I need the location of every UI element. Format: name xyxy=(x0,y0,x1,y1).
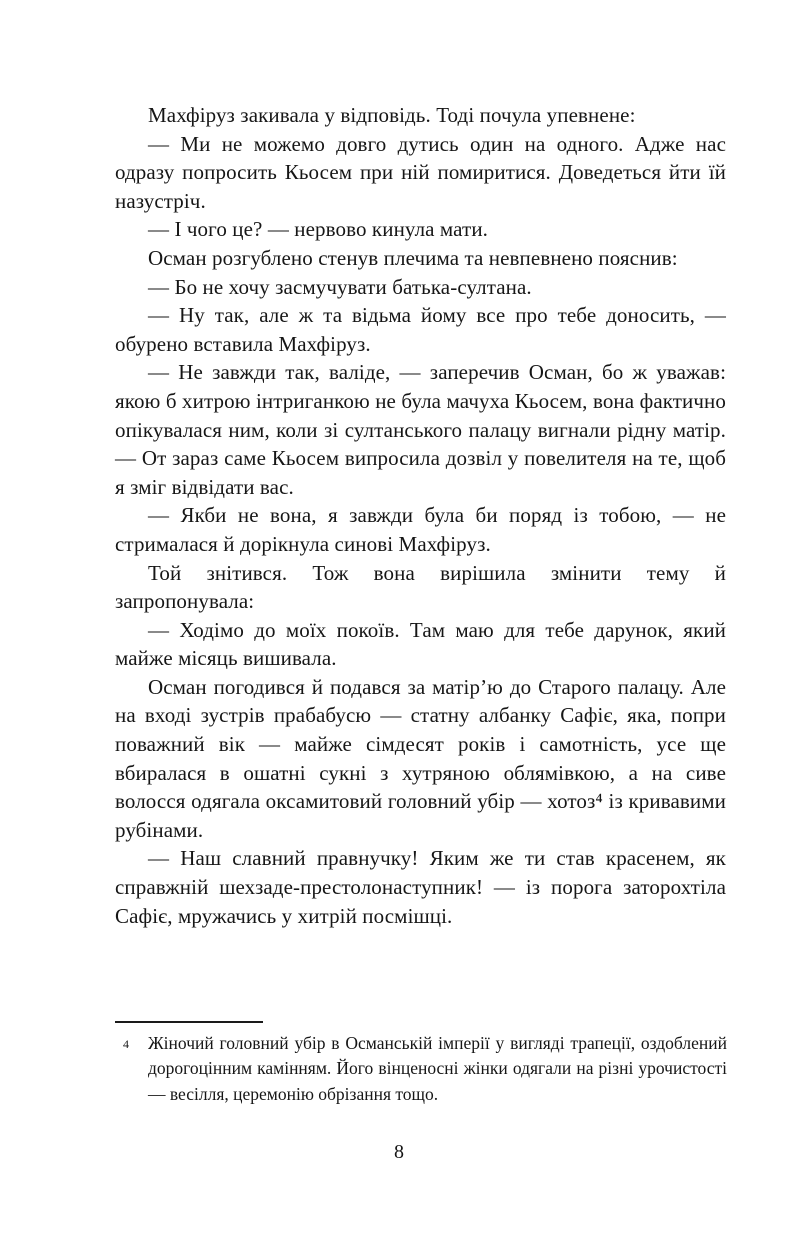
paragraph: — І чого це? — нервово кинула мати. xyxy=(148,217,489,242)
paragraph: — Ну так, але ж та відьма йому все про тебе доносить, — обурено вставила Махфіруз. xyxy=(115,303,726,356)
paragraph: Осман погодився й подався за матір’ю до Старого палацу. Але на вході зустрів прабабусю — статну албанку Сафіє, яка, попри поважний вік — майже сімдесят років і самотність, усе ще вбиралася в ошатні сукні з хутряною облямівкою, а на сиве волосся одягала оксамитовий головний убір — хотоз⁴ із кривавими рубінами. xyxy=(115,674,726,842)
page-number: 8 xyxy=(394,1141,404,1163)
paragraph: Осман розгублено стенув плечима та невпевнено пояснив: xyxy=(148,245,678,270)
body-text xyxy=(115,101,726,930)
paragraph: — Ми не можемо довго дутись один на одного. Адже нас одразу попросить Кьосем при ній помиритися. Доведеться йти їй назустріч. xyxy=(115,131,726,213)
paragraph: — Не завжди так, валіде, — заперечив Осман, бо ж уважав: якою б хитрою інтриганкою не була мачуха Кьосем, вона фактично опікувалася ним, коли зі султанського палацу вигнали рідну матір. — От зараз саме Кьосем випросила дозвіл у повелителя на те, щоб я зміг відвідати вас. xyxy=(115,360,726,499)
paragraph: Махфіруз закивала у відповідь. Тоді почула упевнене: xyxy=(148,103,636,127)
paragraph: — Ходімо до моїх покоїв. Там маю для тебе дарунок, який майже місяць вишивала. xyxy=(115,617,726,671)
footnote xyxy=(115,1031,727,1107)
footnote-marker: 4 xyxy=(123,1037,129,1051)
paragraph: — Якби не вона, я завжди була би поряд із тобою, — не стрималася й дорікнула синові Махфіруз. xyxy=(115,503,726,556)
paragraph: — Бо не хочу засмучувати батька-султана. xyxy=(148,274,532,299)
paragraph: — Наш славний правнучку! Яким же ти став красенем, як справжній шехзаде-престолонаступник! — із порога заторохтіла Сафіє, мружачись у хитрій посмішці. xyxy=(115,846,726,928)
paragraph: Той знітився. Тож вона вирішила змінити тему й запропонувала: xyxy=(115,560,726,614)
footnote-separator xyxy=(115,1021,263,1023)
footnote-text: Жіночий головний убір в Османській імперії у вигляді трапеції, оздоблений дорогоцінним камінням. Його вінценосні жінки одягали на різні урочистості — весілля, церемонію обрізання тощо. xyxy=(148,1033,727,1104)
